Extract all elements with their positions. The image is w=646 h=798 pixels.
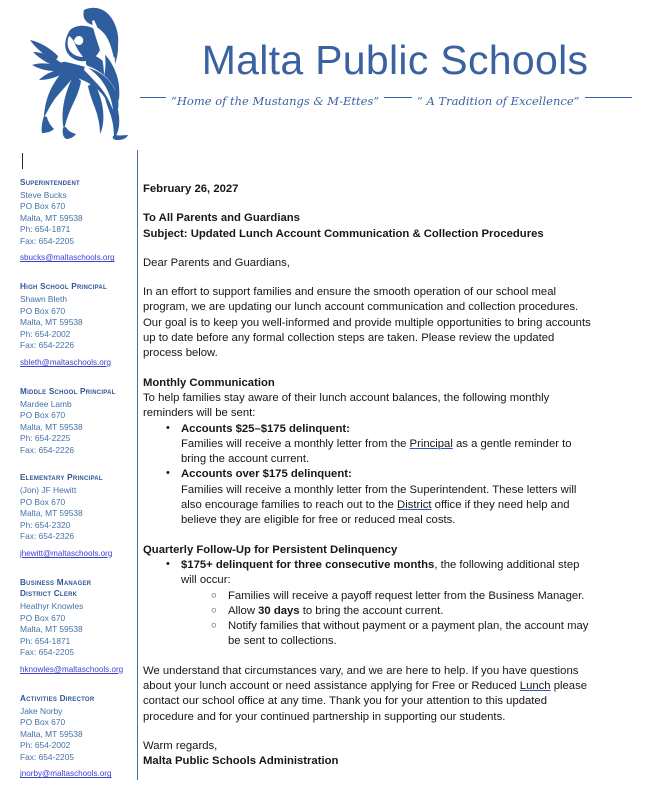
bullet-text-part-b: office if they need help and believe they are eligible for free or reduced meal costs.: [181, 499, 570, 527]
tagline-left: “Home of the Mustangs & M-Ettes”: [166, 94, 384, 108]
closing-underlined-word: Lunch: [519, 680, 551, 693]
contact-email-link[interactable]: hknowles@maltaschools.org: [20, 664, 124, 674]
contact-phone: Ph: 654-1871: [20, 635, 71, 646]
list-item: [166, 467, 595, 528]
spacer: [143, 725, 595, 739]
bullet-text-part-b: as a gentle reminder to bring the account current.: [181, 437, 572, 466]
contact-phone: Ph: 654-2002: [20, 328, 71, 339]
contact-block-elementary-principal: [20, 473, 132, 560]
contact-city-state-zip: Malta, MT 59538: [20, 624, 83, 635]
contact-po-box: PO Box 670: [20, 496, 66, 507]
contact-email-link[interactable]: sbucks@maltaschools.org: [20, 253, 115, 263]
bullet-marker: •: [166, 421, 170, 434]
letter-closing-paragraph: [143, 664, 595, 725]
list-item: [211, 619, 595, 650]
sub-bullet-text: Families will receive a payoff request letter from the Business Manager.: [228, 589, 585, 602]
sub-bullet-marker: ○: [211, 620, 217, 632]
contact-city-state-zip: Malta, MT 59538: [20, 508, 83, 519]
contact-city-state-zip: Malta, MT 59538: [20, 212, 83, 223]
sub-bullet-marker: ○: [211, 589, 217, 601]
contact-phone: Ph: 654-2002: [20, 740, 71, 751]
sub-bullet-text-part-b: to bring the account current.: [299, 604, 444, 617]
contact-city-state-zip: Malta, MT 59538: [20, 317, 83, 328]
contact-name: (Jon) JF Hewitt: [20, 485, 77, 496]
contact-phone: Ph: 654-2225: [20, 433, 71, 444]
section-heading-monthly-communication: Monthly Communication: [143, 376, 275, 389]
sub-bullet-marker: ○: [211, 604, 217, 616]
contact-po-box: PO Box 670: [20, 305, 66, 316]
sub-bullet-emphasis: 30 days: [258, 604, 300, 617]
spacer: [143, 650, 595, 664]
bullet-body: [181, 483, 595, 529]
contact-fax: Fax: 654-2326: [20, 531, 75, 542]
contact-fax: Fax: 654-2226: [20, 444, 75, 455]
contact-block-activities-director: [20, 694, 132, 781]
contact-role: High School Principal: [20, 282, 107, 292]
list-item: [166, 421, 595, 468]
contact-name: Mardee Lamb: [20, 398, 72, 409]
tagline-right: “ A Tradition of Excellence”: [412, 94, 585, 108]
spacer: [143, 271, 595, 285]
contact-city-state-zip: Malta, MT 59538: [20, 728, 83, 739]
vertical-divider: [137, 150, 138, 780]
sub-bullet-text: Notify families that without payment or a payment plan, the account may be sent to collections.: [228, 620, 589, 648]
bullet-marker: •: [166, 467, 170, 480]
bullet-underlined-word: Principal: [409, 437, 453, 450]
letter-signature: Malta Public Schools Administration: [143, 755, 339, 768]
letter-content: [143, 182, 595, 770]
bullet-label: Accounts $25–$175 delinquent:: [181, 422, 350, 435]
mustang-horse-logo: [22, 4, 152, 140]
sub-bullet-text-part-a: Allow: [228, 604, 259, 617]
section-intro-monthly: To help families stay aware of their lunch account balances, the following monthly reminders will be sent:: [143, 391, 550, 420]
list-item: [211, 589, 595, 604]
spacer: [143, 529, 595, 543]
spacer: [143, 242, 595, 256]
list-item: [166, 557, 595, 650]
contact-name: Jake Norby: [20, 705, 63, 716]
contact-fax: Fax: 654-2205: [20, 235, 75, 246]
contact-sidebar: [20, 178, 132, 798]
bullet-text-part-a: Families will receive a monthly letter from the: [181, 437, 410, 450]
contact-role: Elementary Principal: [20, 473, 103, 483]
quarterly-followup-list: [143, 558, 595, 650]
contact-city-state-zip: Malta, MT 59538: [20, 421, 83, 432]
contact-name: Heathyr Knowles: [20, 601, 84, 612]
contact-fax: Fax: 654-2205: [20, 751, 75, 762]
spacer: [143, 362, 595, 376]
contact-phone: Ph: 654-1871: [20, 224, 71, 235]
bullet-label: Accounts over $175 delinquent:: [181, 468, 352, 481]
closing-text-part-b: please contact our school office at any time. Thank you for your attention to this updated procedure and for your continued partnership in supporting our students.: [143, 680, 588, 723]
contact-block-superintendent: [20, 178, 132, 265]
bullet-marker: •: [166, 557, 170, 570]
contact-fax: Fax: 654-2205: [20, 647, 75, 658]
contact-name: Shawn Bleth: [20, 294, 68, 305]
quarterly-substeps-list: [181, 589, 595, 650]
contact-role: Activities Director: [20, 693, 95, 703]
letter-salutation: Dear Parents and Guardians,: [143, 256, 290, 269]
bullet-label: $175+ delinquent for three consecutive months: [181, 558, 435, 571]
contact-po-box: PO Box 670: [20, 612, 66, 623]
contact-block-high-school-principal: [20, 282, 132, 369]
section-heading-quarterly-followup: Quarterly Follow-Up for Persistent Delinquency: [143, 543, 398, 556]
page-body: [0, 140, 646, 783]
bullet-body: [181, 437, 595, 468]
letter-sign-off: Warm regards,: [143, 739, 218, 752]
contact-role: Business Manager: [20, 577, 92, 587]
letterhead: [0, 0, 646, 140]
contact-role: Middle School Principal: [20, 386, 116, 396]
contact-po-box: PO Box 670: [20, 717, 66, 728]
contact-po-box: PO Box 670: [20, 201, 66, 212]
spacer: [143, 197, 595, 211]
bullet-text: , the following additional step will occur:: [181, 558, 580, 587]
contact-email-link[interactable]: jhewitt@maltaschools.org: [20, 548, 113, 558]
contact-block-middle-school-principal: [20, 387, 132, 456]
contact-name: Steve Bucks: [20, 189, 67, 200]
letter-intro-paragraph: In an effort to support families and ensure the smooth operation of our school meal program, we are updating our lunch account communication and collection procedures. Our goal is to keep you well-informed and provide multiple opportunities to bring accounts up to date before any formal collection steps are taken. Please review the updated process below.: [143, 286, 591, 360]
list-item: [211, 604, 595, 619]
letter-subject-line: Subject: Updated Lunch Account Communication & Collection Procedures: [143, 227, 544, 240]
contact-block-business-manager: [20, 578, 132, 677]
tagline-row: [140, 94, 632, 120]
bullet-text-part-a: Families will receive a monthly letter from the Superintendent. These letters will also encourage families to reach out to the: [181, 483, 577, 512]
letter-date: February 26, 2027: [143, 183, 239, 195]
letter-recipient-line: To All Parents and Guardians: [143, 212, 300, 225]
contact-role: Superintendent: [20, 178, 80, 187]
closing-text-part-a: We understand that circumstances vary, and we are here to help. If you have questions about your lunch account or need assistance applying for Free or Reduced: [143, 664, 579, 693]
bullet-underlined-word: District: [397, 499, 432, 512]
monthly-communication-list: [143, 422, 595, 529]
text-cursor-tick: [22, 153, 23, 169]
contact-email-link[interactable]: jnorby@maltaschools.org: [20, 769, 112, 779]
contact-phone: Ph: 654-2320: [20, 519, 71, 530]
contact-fax: Fax: 654-2226: [20, 340, 75, 351]
contact-email-link[interactable]: sbleth@maltaschools.org: [20, 357, 111, 367]
contact-role-secondary: District Clerk: [20, 589, 78, 599]
contact-po-box: PO Box 670: [20, 410, 66, 421]
page-title: Malta Public Schools: [201, 37, 589, 83]
